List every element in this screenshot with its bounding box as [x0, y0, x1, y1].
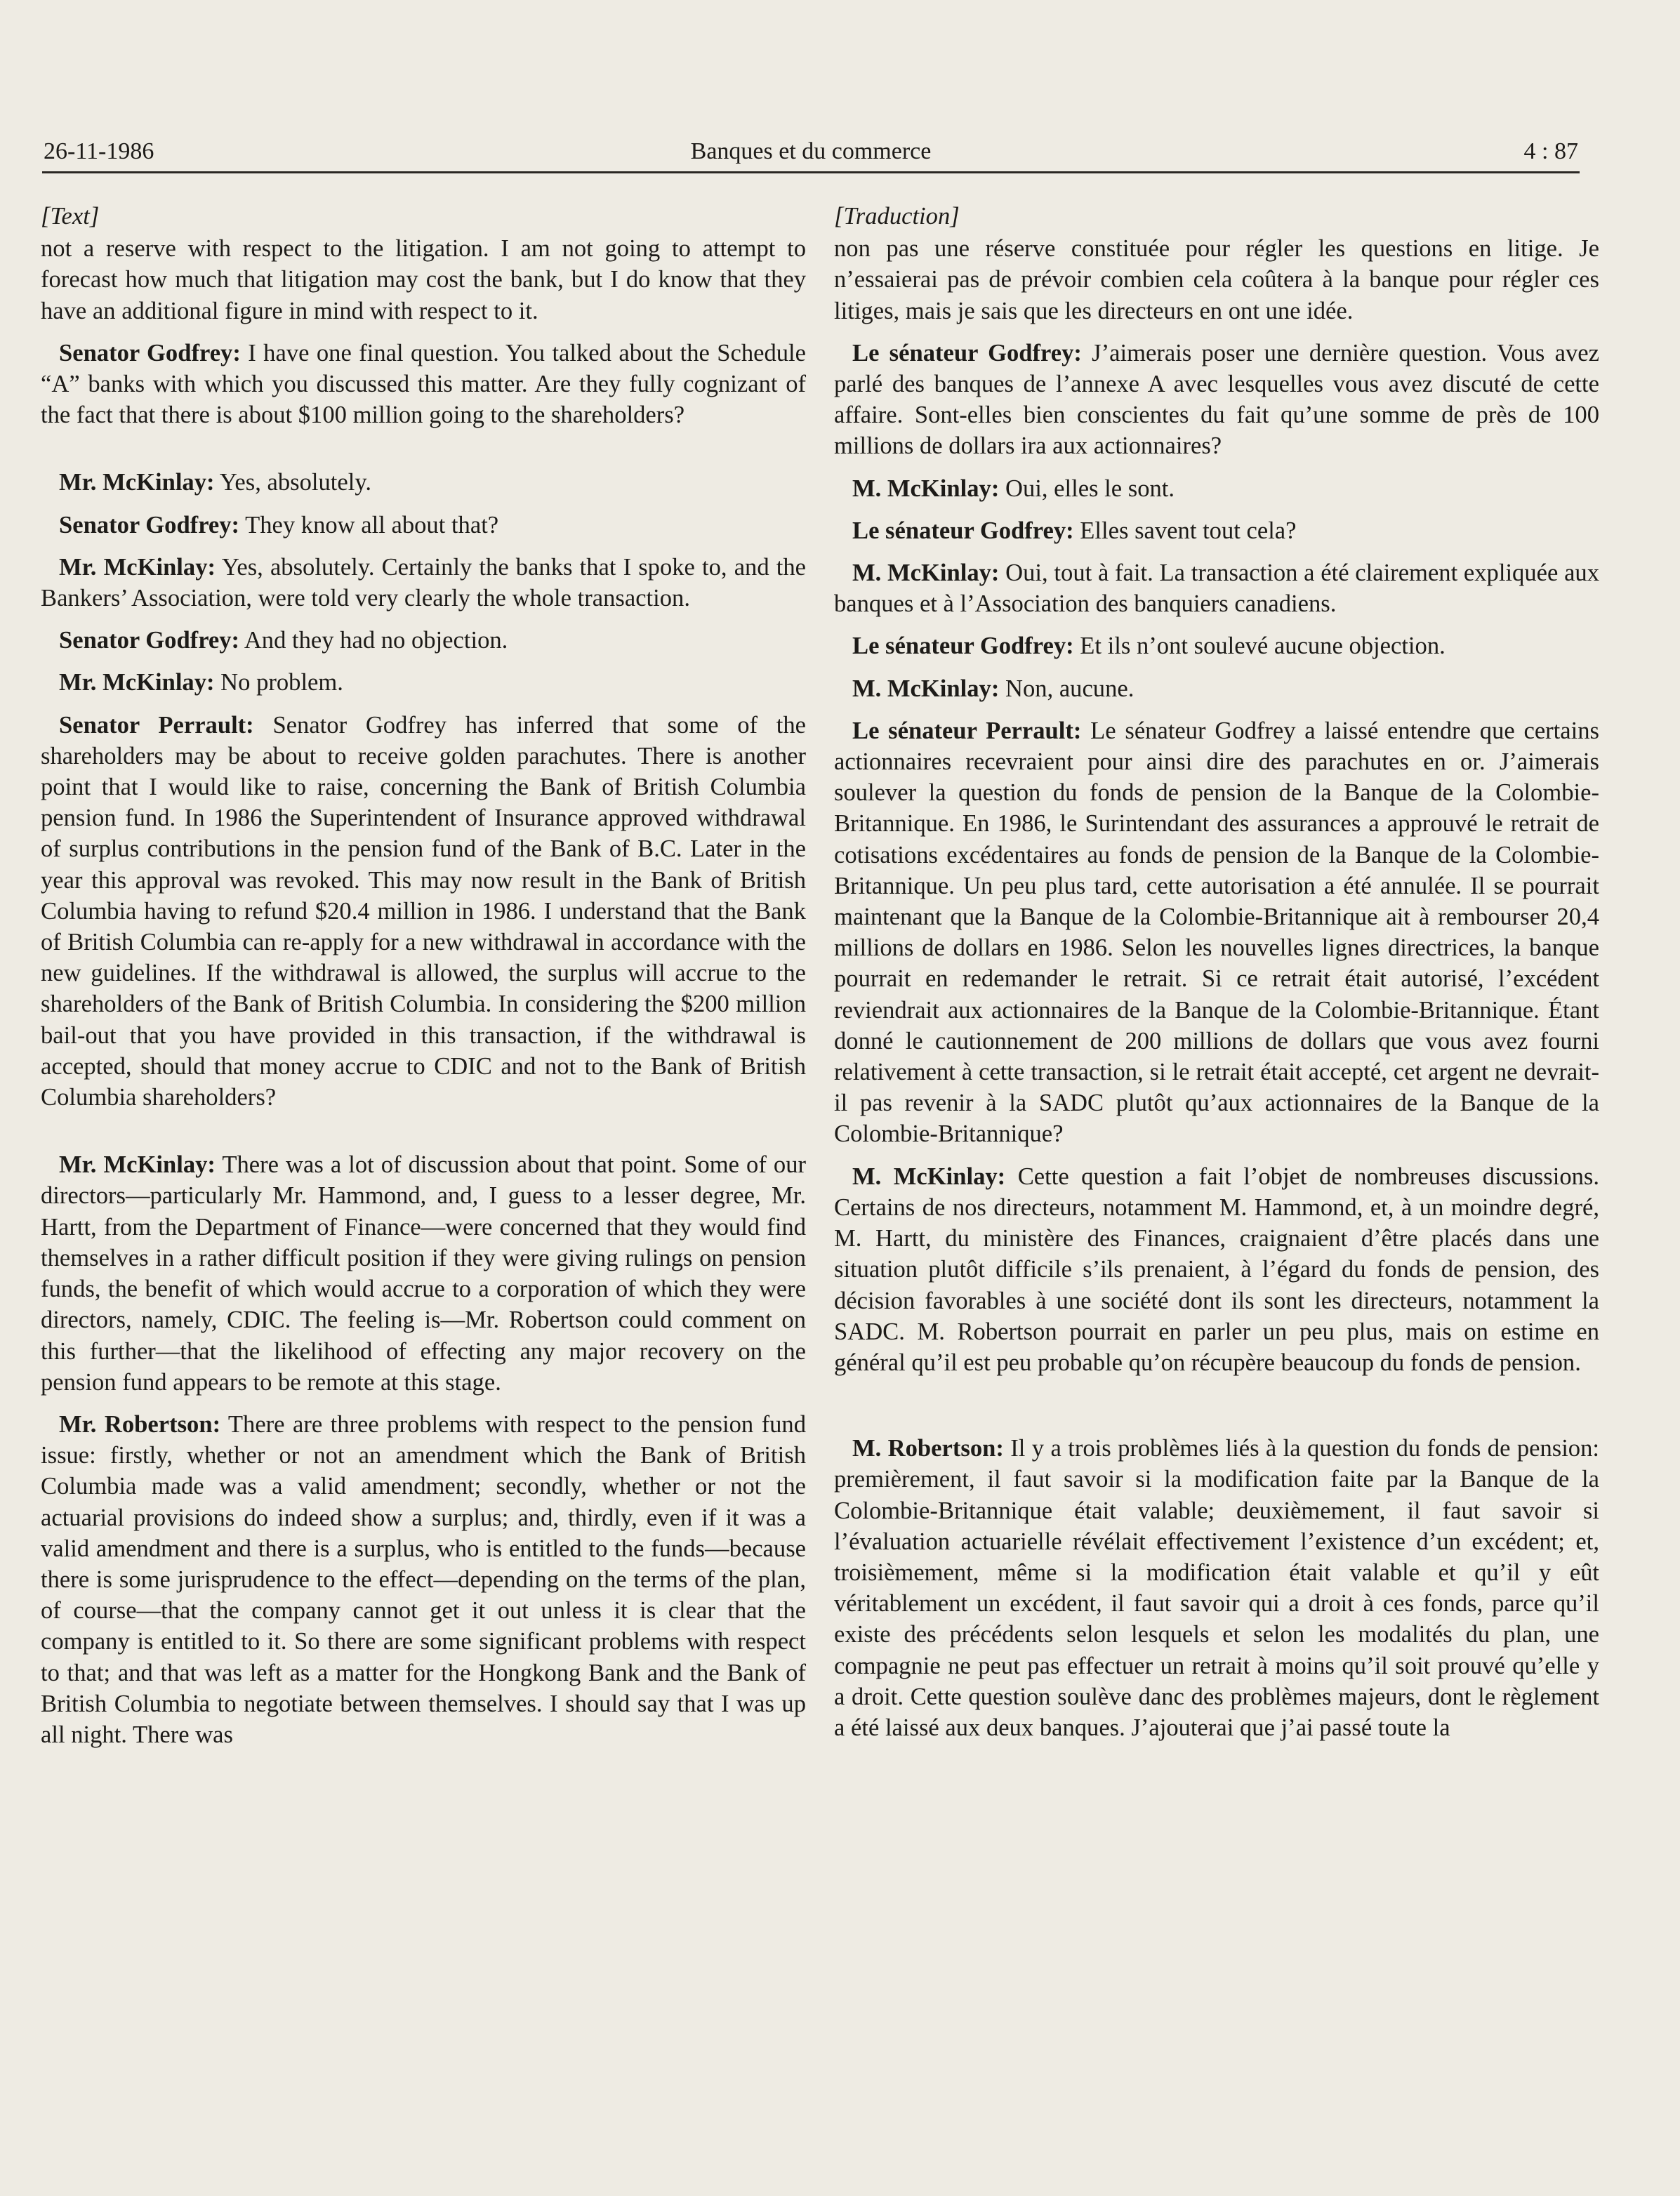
header-page-number: 4 : 87 — [1523, 138, 1578, 164]
paragraph-text: Il y a trois problèmes liés à la question du fonds de pension: premièrement, il faut savoir si la modification faite par la Banque de la Colombie-Britannique était valable; deuxièmement, il faut savoir si l’évaluation actuarielle révélait effectivement l’existence d’un excédent; et, troisièmement, même si la modification était valable et qu’il y eût véritablement un excédent, il faut savoir qui a droit à ces fonds, parce qu’il existe des précédents selon lesquels et selon les modalités du plan, une compagnie ne peut pas effectuer un retrait à moins qu’il soit prouvé qu’elle y a droit. Cette question soulève danc des problèmes majeurs, dont le règlement a été laissé aux deux banques. J’ajouterai que j’ai passé toute la — [834, 1435, 1599, 1741]
paragraph — [41, 552, 806, 614]
paragraph — [834, 515, 1599, 546]
paragraph — [834, 473, 1599, 504]
speaker-name: Senator Godfrey: — [59, 511, 240, 538]
paragraph — [41, 625, 806, 656]
paragraph-text: There are three problems with respect to the pension fund issue: firstly, whether or not an amendment which the Bank of British Columbia made was a valid amendment; secondly, whether or not the actuarial provisions do indeed show a surplus; and, thirdly, even if it was a valid amendment and there is a surplus, who is entitled to the funds—because there is some jurisprudence to the effect—depending on the terms of the plan, of course—that the company cannot get it out unless it is clear that the company is entitled to it. So there are some significant problems with respect to that; and that was left as a matter for the Hongkong Bank and the Bank of British Columbia to negotiate between themselves. I should say that I was up all night. There was — [41, 1410, 806, 1748]
speaker-name: Senator Godfrey: — [59, 627, 240, 654]
speaker-name: Mr. McKinlay: — [59, 469, 215, 496]
paragraph-text: I have one final question. You talked about the Schedule “A” banks with which you discussed this matter. Are they fully cognizant of the fact that there is about $100 million going to the shareholders? — [41, 339, 806, 429]
paragraph-text: Senator Godfrey has inferred that some of the shareholders may be about to receive golden parachutes. There is another point that I would like to raise, concerning the Bank of British Columbia pension fund. In 1986 the Superintendent of Insurance approved withdrawal of surplus contributions in the pension fund of the Bank of B.C. Later in the year this approval was revoked. This may now result in the Bank of British Columbia having to refund $20.4 million in 1986. I understand that the Bank of British Columbia can re-apply for a new withdrawal in accordance with the new guidelines. If the withdrawal is allowed, the surplus will accrue to the shareholders of the Bank of British Columbia. In considering the $200 million bail-out that you have provided in this transaction, if the withdrawal is accepted, should that money accrue to CDIC and not to the Bank of British Columbia shareholders? — [41, 711, 806, 1111]
paragraph — [834, 338, 1599, 462]
paragraph-text: And they had no objection. — [239, 627, 508, 654]
paragraph-text: not a reserve with respect to the litigation. I am not going to attempt to forecast how much that litigation may cost the bank, but I do know that they have an additional figure in mind with respect to it. — [41, 235, 806, 324]
paragraph — [834, 1433, 1599, 1743]
speaker-name: M. McKinlay: — [852, 675, 1000, 702]
page-header — [44, 132, 1578, 171]
header-rule — [42, 171, 1580, 173]
header-date: 26-11-1986 — [44, 138, 154, 164]
speaker-name: Le sénateur Godfrey: — [852, 517, 1074, 544]
french-column — [834, 201, 1599, 1754]
paragraph — [834, 673, 1599, 704]
english-column — [41, 201, 806, 1761]
paragraph-text: There was a lot of discussion about that point. Some of our directors—particularly Mr. Hammond, and, I guess to a lesser degree, Mr. Hartt, from the Department of Finance—were concerned that they would find themselves in a rather difficult position if they were giving rulings on pension funds, the benefit of which would accrue to a corporation of which they were directors, namely, CDIC. The feeling is—Mr. Robertson could comment on this further—that the likelihood of effecting any major recovery on the pension fund appears to be remote at this stage. — [41, 1151, 806, 1396]
paragraph — [834, 630, 1599, 661]
paragraph — [41, 1149, 806, 1398]
paragraph-text: Le sénateur Godfrey a laissé entendre que certains actionnaires recevraient pour ainsi dire des parachutes en or. J’aimerais soulever la question du fonds de pension de la Banque de la Colombie-Britannique. En 1986, le Surintendant des assurances a approuvé le retrait de cotisations excédentaires au fonds de pension de la Banque de la Colombie-Britannique. Un peu plus tard, cette autorisation a été annulée. Il se pourrait maintenant que la Banque de la Colombie-Britannique ait à rembourser 20,4 millions de dollars en 1986. Selon les nouvelles lignes directrices, la banque pourrait en redemander le retrait. Si ce retrait était autorisé, l’excédent reviendrait aux actionnaires de la Banque de la Colombie-Britannique. Étant donné le cautionnement de 200 millions de dollars que vous avez fourni relativement à cette transaction, si le retrait était accepté, cet argent ne devrait-il pas revenir à la SADC plutôt qu’aux actionnaires de la Banque de la Colombie-Britannique? — [834, 717, 1599, 1148]
paragraph — [834, 1161, 1599, 1378]
speaker-name: M. McKinlay: — [852, 1163, 1006, 1190]
paragraph — [834, 715, 1599, 1150]
paragraph-text: Cette question a fait l’objet de nombreuses discussions. Certains de nos directeurs, notamment M. Hammond, et, à un moindre degré, M. Hartt, du ministère des Finances, craignaient d’être placés dans une situation plutôt difficile s’ils prenaient, à l’égard du fonds de pension, des décision favorables à une société dont ils sont les directeurs, notamment la SADC. M. Robertson pourrait en parler un peu plus, mais on estime en général qu’il est peu probable qu’on récupère beaucoup du fonds de pension. — [834, 1163, 1599, 1376]
paragraph — [41, 338, 806, 431]
speaker-name: Mr. McKinlay: — [59, 553, 216, 581]
language-label: [Traduction] — [834, 203, 960, 230]
paragraph-text: Non, aucune. — [999, 675, 1135, 702]
paragraph-text: Et ils n’ont soulevé aucune objection. — [1073, 633, 1446, 660]
paragraph-text: Oui, elles le sont. — [999, 475, 1175, 502]
paragraph-text: J’aimerais poser une dernière question. Vous avez parlé des banques de l’annexe A avec lesquelles vous avez discuté de cette affaire. Sont-elles bien conscientes du fait qu’une somme de près de 100 millions de dollars ira aux actionnaires? — [834, 339, 1599, 460]
language-label: [Text] — [41, 203, 100, 230]
speaker-name: M. McKinlay: — [852, 475, 1000, 502]
speaker-name: Le sénateur Godfrey: — [852, 633, 1074, 660]
paragraph-text: No problem. — [214, 669, 343, 696]
paragraph-text: non pas une réserve constituée pour régler les questions en litige. Je n’essaierai pas de prévoir combien cela coûtera à la banque pour régler ces litiges, mais je sais que les directeurs en ont une idée. — [834, 235, 1599, 324]
paragraph — [41, 710, 806, 1113]
speaker-name: Mr. Robertson: — [59, 1410, 221, 1438]
speaker-name: Mr. McKinlay: — [59, 669, 215, 696]
paragraph — [41, 510, 806, 541]
paragraph-text: Oui, tout à fait. La transaction a été clairement expliquée aux banques et à l’Association des banquiers canadiens. — [834, 560, 1599, 618]
paragraph — [41, 1409, 806, 1750]
paragraph — [41, 233, 806, 326]
speaker-name: Senator Perrault: — [59, 711, 254, 739]
paragraph-text: Elles savent tout cela? — [1073, 517, 1297, 544]
paragraph-text: Yes, absolutely. — [214, 469, 372, 496]
paragraph — [834, 557, 1599, 619]
paragraph — [41, 667, 806, 698]
paragraph-text: They know all about that? — [239, 511, 499, 538]
speaker-name: M. McKinlay: — [852, 560, 1000, 587]
paragraph — [834, 233, 1599, 326]
header-title: Banques et du commerce — [690, 138, 932, 164]
speaker-name: Le sénateur Godfrey: — [852, 339, 1082, 366]
speaker-name: Le sénateur Perrault: — [852, 717, 1082, 744]
speaker-name: Mr. McKinlay: — [59, 1151, 216, 1179]
paragraph-text: Yes, absolutely. Certainly the banks that I spoke to, and the Bankers’ Association, were told very clearly the whole transaction. — [41, 553, 807, 612]
speaker-name: Senator Godfrey: — [59, 339, 241, 366]
paragraph — [41, 467, 806, 498]
speaker-name: M. Robertson: — [852, 1435, 1004, 1462]
